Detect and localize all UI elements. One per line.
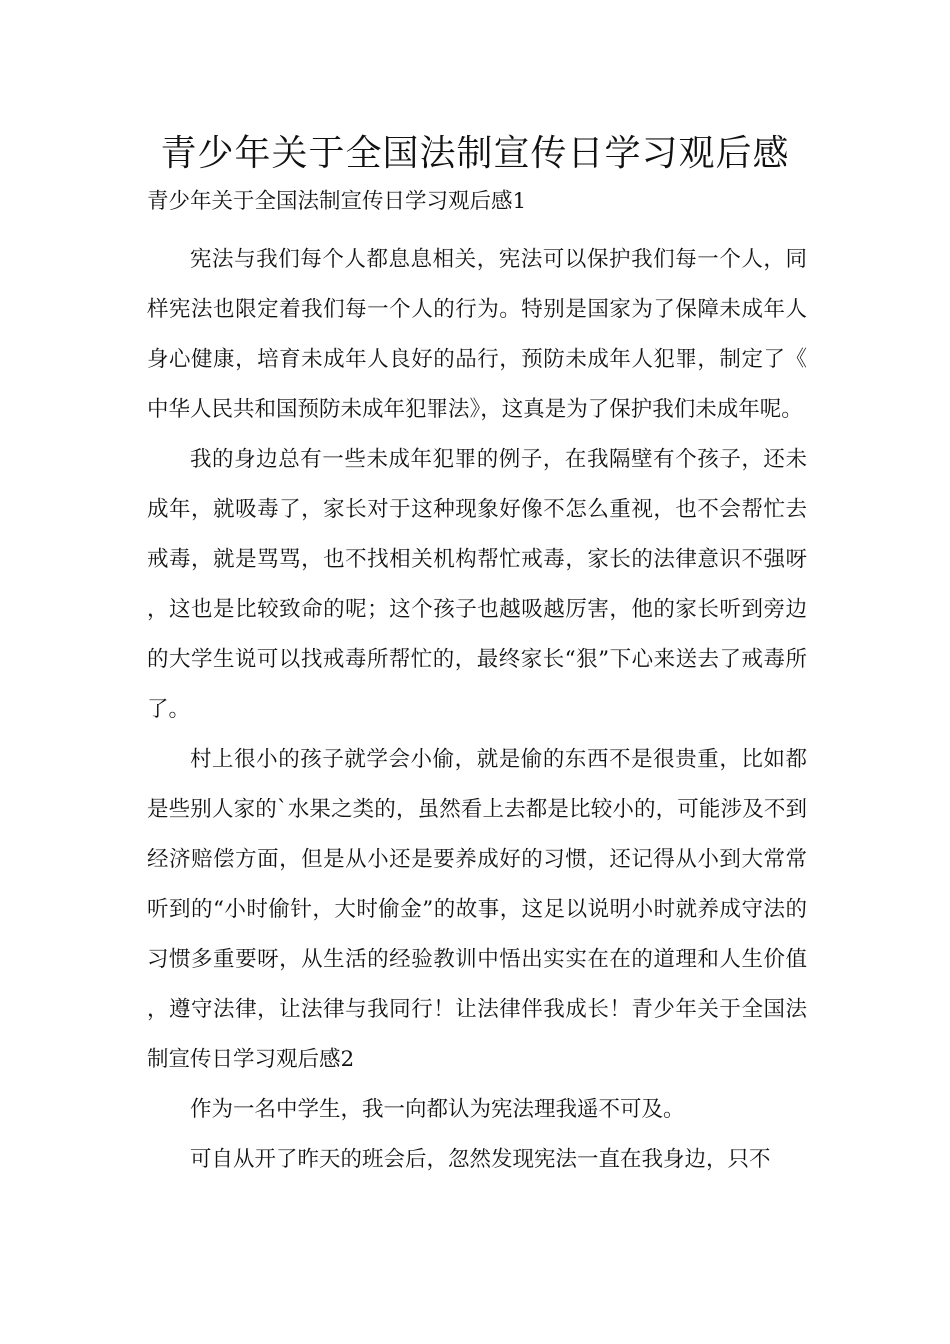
paragraph: 作为一名中学生，我一向都认为宪法理我遥不可及。	[190, 1097, 685, 1122]
paragraph: 宪法与我们每个人都息息相关，宪法可以保护我们每一个人，同样宪法也限定着我们每一个人的行为。特别是国家为了保障未成年人身心健康，培育未成年人良好的品行，预防未成年人犯罪，制定了《中华人民共和国预防未成年犯罪法》，这真是为了保护我们未成年呢。	[147, 247, 807, 422]
paragraph: 可自从开了昨天的班会后，忽然发现宪法一直在我身边，只不	[190, 1147, 771, 1172]
document-title: 青少年关于全国法制宣传日学习观后感	[160, 133, 790, 174]
paragraph: 村上很小的孩子就学会小偷，就是偷的东西不是很贵重，比如都是些别人家的`水果之类的，虽然看上去都是比较小的，可能涉及不到经济赔偿方面，但是从小还是要养成好的习惯，还记得从小到大常常听到的“小时偷针，大时偷金”的故事，这足以说明小时就养成守法的习惯多重要呀，从生活的经验教训中悟出实实在在的道理和人生价值，遵守法律，让法律与我同行！让法律伴我成长！青少年关于全国法制宣传日学习观后感2	[147, 747, 807, 1072]
document-body	[147, 185, 807, 1185]
paragraph: 我的身边总有一些未成年犯罪的例子，在我隔壁有个孩子，还未成年，就吸毒了，家长对于这种现象好像不怎么重视，也不会帮忙去戒毒，就是骂骂，也不找相关机构帮忙戒毒，家长的法律意识不强呀，这也是比较致命的呢；这个孩子也越吸越厉害，他的家长听到旁边的大学生说可以找戒毒所帮忙的，最终家长“狠”下心来送去了戒毒所了。	[147, 447, 807, 722]
section-heading: 青少年关于全国法制宣传日学习观后感1	[147, 189, 527, 214]
